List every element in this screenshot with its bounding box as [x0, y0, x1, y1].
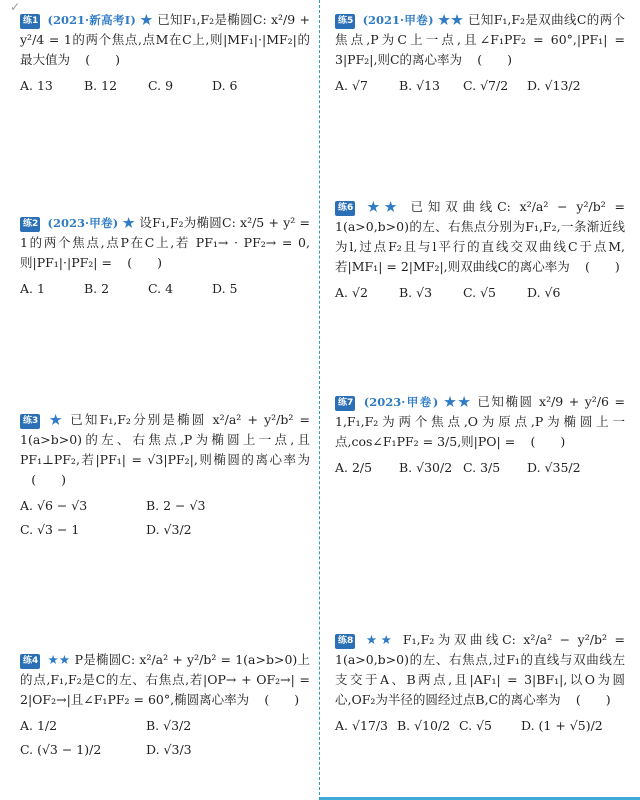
- difficulty-stars: ★★: [47, 652, 71, 667]
- answer-options: [20, 76, 310, 96]
- corner-check-mark: ✓: [10, 0, 21, 14]
- problem-8: [335, 630, 625, 736]
- option-b: B. 2: [84, 281, 110, 296]
- option-c: C. 4: [148, 281, 174, 296]
- problem-6: [335, 197, 625, 303]
- problem-3: [20, 410, 310, 544]
- difficulty-stars: ★★: [443, 394, 472, 409]
- answer-blank: ( ): [575, 692, 611, 707]
- problem-stem: [335, 197, 625, 277]
- problem-text: 设F₁,F₂为椭圆C: x²/5 + y² = 1的两个焦点,点P在C上,若 PF₁→ · PF₂→ = 0,则|PF₁|·|PF₂| =: [20, 215, 310, 270]
- problem-stem: [335, 10, 625, 70]
- answer-options: [20, 716, 310, 764]
- answer-blank: ( ): [477, 52, 512, 67]
- option-c: C. √3 − 1: [20, 522, 80, 537]
- option-d: D. 6: [212, 78, 238, 93]
- option-a: A. 13: [20, 78, 53, 93]
- problem-source: (2021·甲卷): [362, 13, 434, 27]
- problem-stem: [20, 650, 310, 710]
- problem-stem: [20, 410, 310, 490]
- practice-badge: 练5: [335, 14, 355, 29]
- option-c: C. 9: [148, 78, 174, 93]
- practice-badge: 练3: [20, 414, 40, 429]
- option-b: B. √3/2: [146, 718, 192, 733]
- practice-badge: 练8: [335, 634, 355, 649]
- answer-blank: ( ): [264, 692, 300, 707]
- problem-text: 已知双曲线C: x²/a² − y²/b² = 1(a>0,b>0)的左、右焦点分别为F₁,F₂,一条渐近线为l,过点F₂且与l平行的直线交双曲线C于点M,若|MF₁| = 2|MF₂|,则双曲线C的离心率为: [335, 199, 625, 274]
- option-a: A. √2: [335, 285, 368, 300]
- problem-1: [20, 10, 310, 96]
- option-c: C. (√3 − 1)/2: [20, 742, 102, 757]
- option-d: D. √6: [527, 285, 561, 300]
- answer-options: [20, 496, 310, 544]
- option-d: D. √3/2: [146, 522, 192, 537]
- option-c: C. √7/2: [463, 78, 509, 93]
- problem-4: [20, 650, 310, 764]
- problem-stem: [20, 213, 310, 273]
- problem-text: 已知F₁,F₂分别是椭圆 x²/a² + y²/b² = 1(a>b>0)的左、右焦点,P为椭圆上一点,且PF₁⊥PF₂,若|PF₁| = √3|PF₂|,则椭圆的离心率为: [20, 412, 310, 467]
- practice-badge: 练7: [335, 396, 355, 411]
- column-divider: [319, 0, 320, 800]
- option-c: C. √5: [459, 718, 492, 733]
- problem-text: 已知椭圆 x²/9 + y²/6 = 1,F₁,F₂为两个焦点,O为原点,P为椭圆上一点,cos∠F₁PF₂ = 3/5,则|PO| =: [335, 394, 625, 449]
- problem-stem: [335, 392, 625, 452]
- answer-options: [20, 279, 310, 299]
- option-d: D. √35/2: [527, 460, 581, 475]
- difficulty-stars: ★: [49, 412, 65, 427]
- answer-blank: ( ): [584, 259, 620, 274]
- practice-badge: 练6: [335, 201, 355, 216]
- problem-stem: [20, 10, 310, 70]
- problem-2: [20, 213, 310, 299]
- option-a: A. 2/5: [335, 460, 373, 475]
- answer-blank: ( ): [85, 52, 120, 67]
- problem-text: F₁,F₂为双曲线C: x²/a² − y²/b² = 1(a>0,b>0)的左、右焦点,过F₁的直线与双曲线左支交于A、B两点,且|AF₁| = 3|BF₁|,以O为圆心,OF₂为半径的圆经过点B,C的离心率为: [335, 632, 625, 707]
- option-b: B. √3: [399, 285, 433, 300]
- option-d: D. √13/2: [527, 78, 581, 93]
- option-c: C. 3/5: [463, 460, 501, 475]
- option-a: A. √17/3: [335, 718, 389, 733]
- problem-stem: [335, 630, 625, 710]
- difficulty-stars: ★★: [367, 199, 402, 214]
- difficulty-stars: ★: [140, 12, 153, 27]
- difficulty-stars: ★★: [365, 632, 396, 647]
- problem-text: P是椭圆C: x²/a² + y²/b² = 1(a>b>0)上的点,F₁,F₂是C的左、右焦点,若|OP→ + OF₂→| = 2|OF₂→|且∠F₁PF₂ = 60°,椭圆离心率为: [20, 652, 311, 707]
- difficulty-stars: ★: [122, 215, 136, 230]
- problem-source: (2023·甲卷): [363, 395, 439, 409]
- option-d: D. 5: [212, 281, 238, 296]
- answer-blank: ( ): [31, 472, 66, 487]
- option-b: B. 2 − √3: [146, 498, 206, 513]
- practice-badge: 练2: [20, 217, 40, 232]
- practice-badge: 练4: [20, 654, 40, 669]
- option-b: B. 12: [84, 78, 118, 93]
- problem-5: [335, 10, 625, 96]
- problem-7: [335, 392, 625, 478]
- option-a: A. √7: [335, 78, 368, 93]
- answer-options: [335, 76, 625, 96]
- option-d: D. (1 + √5)/2: [521, 718, 603, 733]
- option-b: B. √13: [399, 78, 441, 93]
- option-d: D. √3/3: [146, 742, 192, 757]
- option-a: A. √6 − √3: [20, 498, 88, 513]
- option-b: B. √30/2: [399, 460, 453, 475]
- answer-options: [335, 716, 625, 736]
- answer-blank: ( ): [530, 434, 566, 449]
- difficulty-stars: ★★: [437, 12, 464, 27]
- problem-text: 已知F₁,F₂是椭圆C: x²/9 + y²/4 = 1的两个焦点,点M在C上,则|MF₁|·|MF₂|的最大值为: [20, 12, 310, 67]
- option-a: A. 1/2: [20, 718, 58, 733]
- answer-blank: ( ): [127, 255, 162, 270]
- problem-text: 已知F₁,F₂是双曲线C的两个焦点,P为C上一点,且∠F₁PF₂ = 60°,|PF₁| = 3|PF₂|,则C的离心率为: [335, 12, 625, 67]
- answer-options: [335, 458, 625, 478]
- option-b: B. √10/2: [397, 718, 451, 733]
- option-c: C. √5: [463, 285, 496, 300]
- problem-source: (2023·甲卷): [47, 216, 119, 230]
- practice-badge: 练1: [20, 14, 40, 29]
- answer-options: [335, 283, 625, 303]
- option-a: A. 1: [20, 281, 45, 296]
- problem-source: (2021·新高考Ⅰ): [47, 13, 136, 27]
